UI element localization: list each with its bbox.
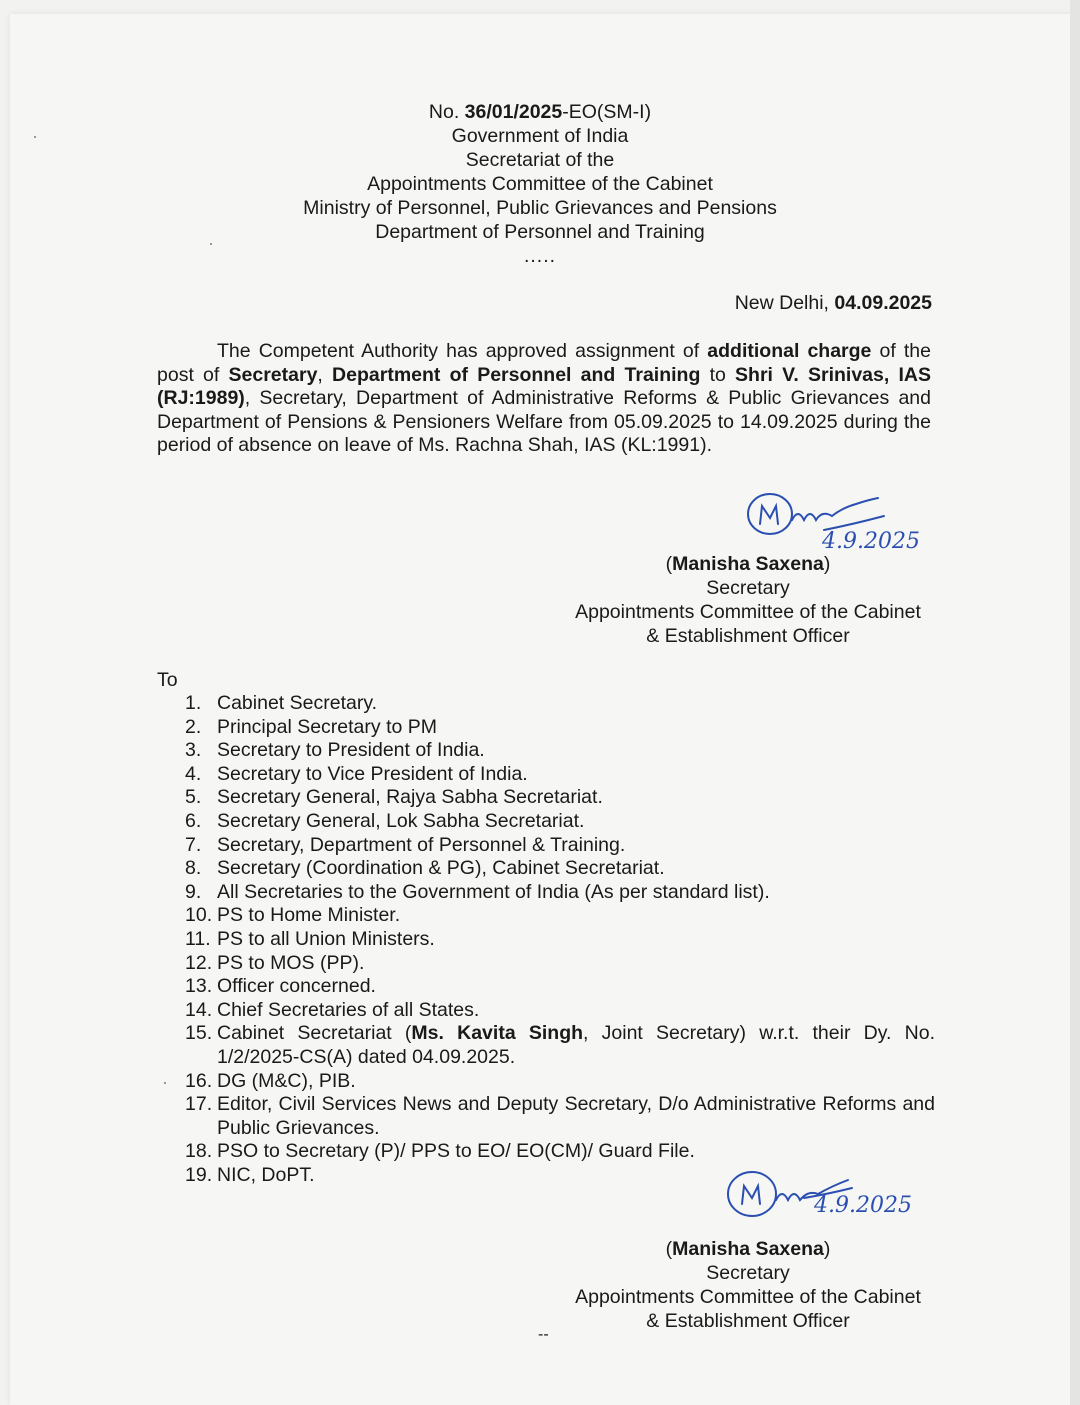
signature-drawing — [740, 482, 970, 552]
signatory-org: Appointments Committee of the Cabinet — [575, 1286, 921, 1308]
list-item: 1. Cabinet Secretary. — [185, 692, 378, 714]
list-item: 2. Principal Secretary to PM — [185, 715, 437, 738]
list-item: 14. Chief Secretaries of all States. — [185, 998, 480, 1021]
header-dots: ..... — [523, 245, 557, 267]
scan-speck — [164, 1082, 166, 1084]
signatory-block — [548, 552, 948, 648]
list-item: 16. DG (M&C), PIB. — [185, 1069, 356, 1092]
to-label: To — [157, 669, 178, 691]
signature-drawing — [718, 1160, 948, 1230]
header-line-department: Department of Personnel and Training — [375, 221, 705, 243]
header-line-ministry: Ministry of Personnel, Public Grievances and Pensions — [303, 197, 777, 219]
list-item: 7. Secretary, Department of Personnel & Training. — [185, 833, 626, 856]
list-item: 19. NIC, DoPT. — [185, 1163, 315, 1186]
handwritten-signature — [740, 482, 970, 552]
list-item: 17. Editor, Civil Services News and Deputy Secretary, D/o Administrative Reforms and Public Grievances. — [185, 1093, 935, 1139]
list-item: 10. PS to Home Minister. — [185, 904, 401, 927]
order-paragraph: The Competent Authority has approved assignment of additional charge of the post of Secretary, Department of Personnel and Training to Shri V. Srinivas, IAS (RJ:1989), Secretary, Department of Administrative Reforms & Public Grievances and Department of Pensions & Pensioners Welfare from 05.09.2025 to 14.09.2025 during the period of absence on leave of Ms. Rachna Shah, IAS (KL:1991). — [157, 340, 931, 456]
distribution-list — [185, 692, 935, 1187]
handwritten-signature — [718, 1160, 948, 1230]
header-line-acc: Appointments Committee of the Cabinet — [367, 173, 713, 195]
list-item: 5. Secretary General, Rajya Sabha Secretariat. — [185, 786, 603, 809]
signature-date: 4.9.2025 — [814, 1193, 912, 1218]
signature-date: 4.9.2025 — [822, 529, 920, 552]
header-line-secretariat: Secretariat of the — [465, 149, 615, 171]
list-item: 8. Secretary (Coordination & PG), Cabinet Secretariat. — [185, 857, 665, 880]
list-item: 6. Secretary General, Lok Sabha Secretariat. — [185, 809, 585, 832]
list-item: 15. Cabinet Secretariat (Ms. Kavita Singh, Joint Secretary) w.r.t. their Dy. No. 1/2/2025-CS(A) dated 04.09.2025. — [185, 1022, 935, 1068]
list-item: 12. PS to MOS (PP). — [185, 951, 365, 974]
signatory-title: Secretary — [706, 1262, 790, 1284]
signatory-role: & Establishment Officer — [646, 1310, 850, 1332]
scan-speck — [210, 243, 212, 245]
signatory-name: (Manisha Saxena) — [665, 1238, 831, 1260]
list-item: 13. Officer concerned. — [185, 975, 376, 998]
scan-speck — [34, 136, 36, 138]
signatory-org: Appointments Committee of the Cabinet — [575, 601, 921, 623]
list-item: 4. Secretary to Vice President of India. — [185, 762, 528, 785]
signatory-role: & Establishment Officer — [646, 625, 850, 647]
signatory-name: (Manisha Saxena) — [665, 553, 831, 575]
letter-date: New Delhi, 04.09.2025 — [734, 292, 932, 314]
list-item: 3. Secretary to President of India. — [185, 739, 485, 762]
letter-header — [0, 100, 1080, 268]
reference-number: No. 36/01/2025-EO(SM-I) — [428, 101, 652, 123]
header-line-government: Government of India — [451, 125, 629, 147]
signatory-title: Secretary — [706, 577, 790, 599]
list-item: 9. All Secretaries to the Government of India (As per standard list). — [185, 880, 770, 903]
list-item: 11. PS to all Union Ministers. — [185, 927, 435, 950]
page-footer-dash: -- — [538, 1326, 549, 1343]
list-item: 18. PSO to Secretary (P)/ PPS to EO/ EO(CM)/ Guard File. — [185, 1140, 695, 1163]
signatory-block — [548, 1237, 948, 1333]
